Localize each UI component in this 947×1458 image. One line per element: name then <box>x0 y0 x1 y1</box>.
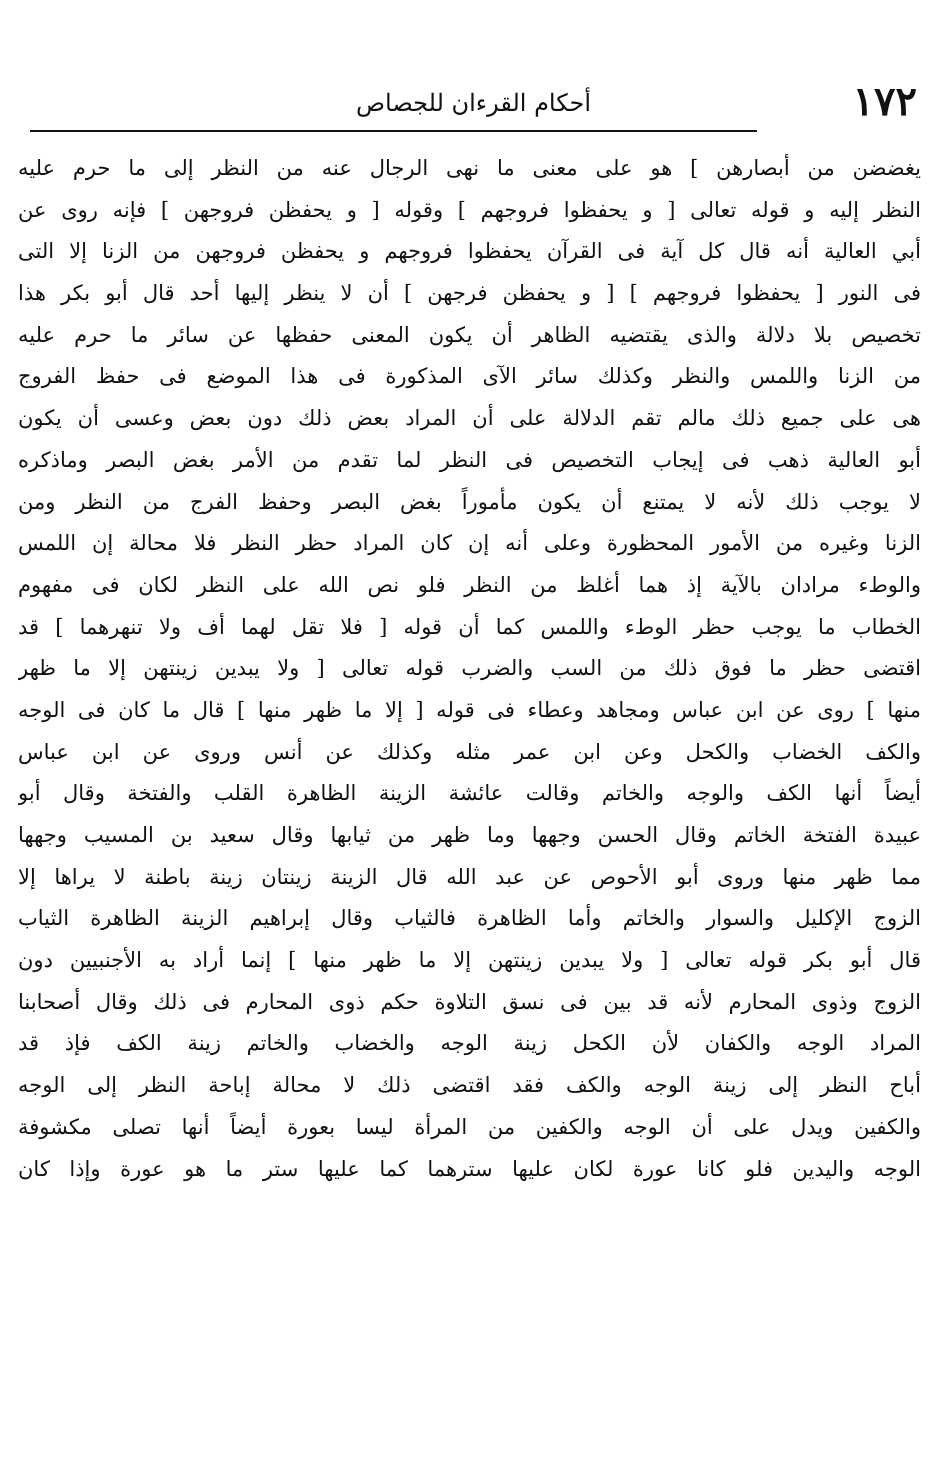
text-line: الوجه واليدين فلو كانا عورة لكان عليها سترهما كما عليها ستر ما هو عورة وإذا كان <box>18 1156 921 1181</box>
page-header <box>30 80 917 130</box>
text-line: لا يوجب ذلك لأنه لا يمتنع أن يكون مأموراً بغض البصر وحفظ الفرج من النظر ومن <box>18 489 921 514</box>
text-line: الزوج الإكليل والسوار والخاتم وأما الظاهرة فالثياب وقال إبراهيم الزينة الظاهرة الثياب <box>18 906 921 931</box>
body-text <box>18 148 921 1190</box>
text-line: عبيدة الفتخة الخاتم وقال الحسن وجهها وما ظهر من ثيابها وقال سعيد بن المسيب وجهها <box>18 823 921 847</box>
text-line: يغضضن من أبصارهن ] هو على معنى ما نهى الرجال عنه من النظر إلى ما حرم عليه <box>18 156 921 180</box>
text-line: والكف الخضاب والكحل وعن ابن عمر مثله وكذلك عن أنس وروى عن ابن عباس <box>18 739 921 764</box>
running-title: أحكام القرءان للجصاص <box>355 89 592 117</box>
text-line: اقتضى حظر ما فوق ذلك من السب والضرب قوله تعالى [ ولا يبدين زينتهن إلا ما ظهر <box>18 656 921 681</box>
header-rule <box>30 130 757 132</box>
text-line: من الزنا واللمس والنظر وكذلك سائر الآى المذكورة فى هذا الموضع فى حفظ الفروج <box>18 364 921 389</box>
text-line: أبو العالية ذهب فى إيجاب التخصيص فى النظر لما تقدم من الأمر بغض البصر وماذكره <box>18 447 921 472</box>
text-line: فى النور [ يحفظوا فروجهم ] [ و يحفظن فرجهن ] أن لا ينظر إليها أحد قال أبو بكر هذا <box>18 281 921 306</box>
text-line: الزوج وذوى المحارم لأنه قد بين فى نسق التلاوة حكم ذوى المحارم فى ذلك وقال أصحابنا <box>18 989 921 1014</box>
text-line: أيضاً أنها الكف والوجه والخاتم وقالت عائشة الزينة الظاهرة القلب والفتخة وقال أبو <box>18 781 921 806</box>
text-line: قال أبو بكر قوله تعالى [ ولا يبدين زينتهن إلا ما ظهر منها ] إنما أراد به الأجنبيين دون <box>18 948 921 973</box>
text-line: أباح النظر إلى زينة الوجه والكف فقد اقتضى ذلك لا محالة إباحة النظر إلى الوجه <box>18 1073 921 1098</box>
text-line: مما ظهر منها وروى أبو الأحوص عن عبد الله قال الزينة زينتان زينة باطنة لا يراها إلا <box>18 864 921 889</box>
text-line: هى على جميع ذلك مالم تقم الدلالة على أن المراد بعض ذلك دون بعض وعسى أن يكون <box>18 406 921 431</box>
text-line: والكفين ويدل على أن الوجه والكفين من المرأة ليسا بعورة أيضاً أنها تصلى مكشوفة <box>18 1114 921 1139</box>
text-line: الخطاب ما يوجب حظر الوطء واللمس كما أن قوله [ فلا تقل لهما أف ولا تنهرهما ] قد <box>18 614 921 639</box>
text-line: تخصيص بلا دلالة والذى يقتضيه الظاهر أن يكون المعنى حفظها عن سائر ما حرم عليه <box>18 322 921 347</box>
text-line: منها ] روى عن ابن عباس ومجاهد وعطاء فى قوله [ إلا ما ظهر منها ] قال ما كان فى الوجه <box>18 697 921 722</box>
text-line: النظر إليه و قوله تعالى [ و يحفظوا فروجهم ] وقوله [ و يحفظن فروجهن ] فإنه روى عن <box>18 197 921 222</box>
text-line: أبي العالية أنه قال كل آية فى القرآن يحفظوا فروجهم و يحفظن فروجهن من الزنا إلا التى <box>18 239 921 264</box>
text-line: المراد الوجه والكفان لأن الكحل زينة الوجه والخضاب والخاتم زينة الكف فإذ قد <box>18 1031 921 1056</box>
text-line: والوطء مرادان بالآية إذ هما أغلظ من النظر فلو نص الله على النظر لكان فى مفهوم <box>18 572 921 597</box>
text-line: الزنا وغيره من الأمور المحظورة وعلى أنه إن كان المراد حظر النظر فلا محالة إن اللمس <box>18 531 921 556</box>
page-number: ١٧٢ <box>852 78 917 125</box>
